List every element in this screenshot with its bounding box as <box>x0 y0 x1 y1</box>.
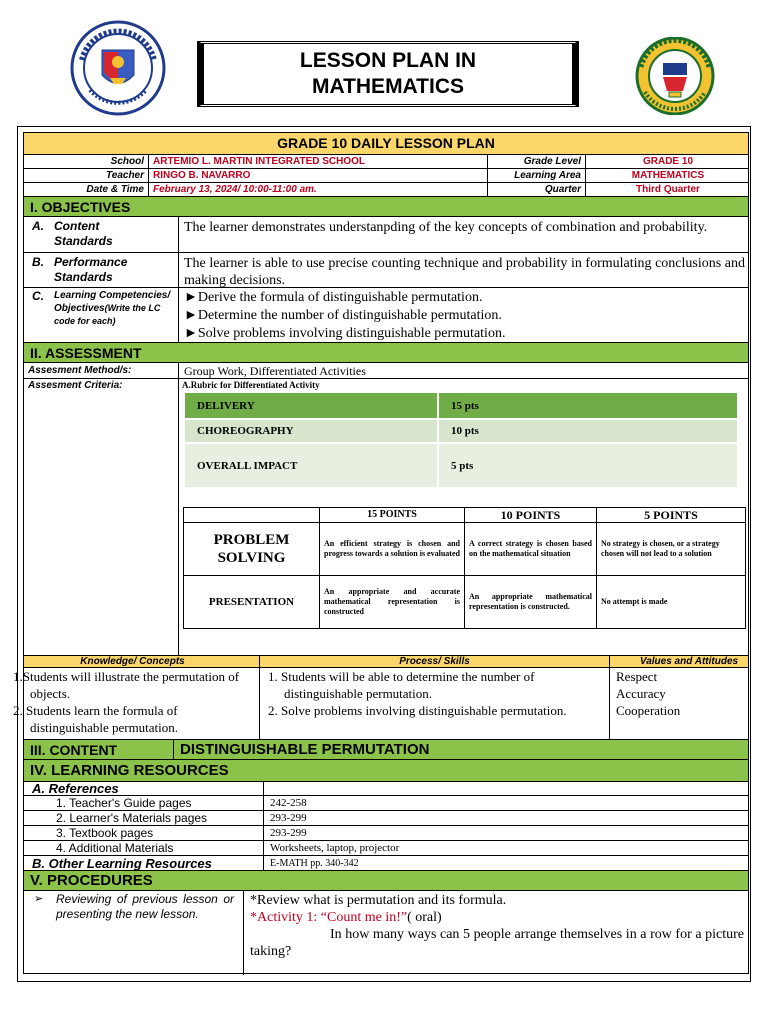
other-resources-label: B. Other Learning Resources <box>24 856 264 870</box>
school-label: School <box>24 155 149 168</box>
teacher-label: Teacher <box>24 169 149 182</box>
rubric-row <box>185 419 737 443</box>
other-resources-row <box>24 856 748 871</box>
content-heading: III. CONTENT <box>24 740 174 759</box>
learning-competencies-label: C. Learning Competencies/ Objectives(Write the LC code for each) <box>24 288 179 342</box>
points-criterion: A correct strategy is chosen based on the mathematical situation <box>465 523 597 576</box>
procedure-row <box>24 891 748 975</box>
value-item: Cooperation <box>616 703 681 718</box>
content-topic: DISTINGUISHABLE PERMUTATION <box>180 741 430 758</box>
knowledge-list <box>6 668 260 739</box>
points-header: 10 POINTS <box>465 508 597 523</box>
activity-line: *Activity 1: “Count me in!”( oral) <box>250 910 442 925</box>
content-standards-text: The learner demonstrates understanpding of the key concepts of combination and probability. <box>184 220 708 235</box>
area-label: Learning Area <box>488 169 586 182</box>
info-row-date <box>24 183 748 197</box>
resource-row <box>24 841 748 856</box>
procedures-heading: V. PROCEDURES <box>24 871 748 891</box>
problem-solving-label: PROBLEM SOLVING <box>184 523 320 576</box>
assessment-method-row <box>24 363 748 379</box>
assessment-method-value: Group Work, Differentiated Activities <box>184 364 366 378</box>
rubric-points: 10 pts <box>451 425 479 437</box>
rubric-points: 5 pts <box>451 459 474 472</box>
grade-value: GRADE 10 <box>642 156 693 167</box>
content-standards-label: A. Content Standards <box>24 217 179 252</box>
date-value: February 13, 2024/ 10:00-11:00 am. <box>149 183 488 196</box>
arrow-bullet-icon: ➢ <box>34 893 44 905</box>
values-header: Values and Attitudes <box>639 656 739 667</box>
assessment-method-label: Assesment Method/s: <box>24 363 179 378</box>
process-header: Process/ Skills <box>260 656 610 667</box>
school-seal-logo <box>627 37 723 115</box>
activity-question: In how many ways can 5 people arrange themselves in a row for a picture taking? <box>250 927 744 959</box>
knowledge-header: Knowledge/ Concepts <box>6 656 260 667</box>
resource-value: 242-258 <box>270 797 307 809</box>
content-standards-row <box>24 217 748 253</box>
deped-seal-logo <box>70 20 166 116</box>
points-criterion: An appropriate and accurate mathematical representation is constructed <box>320 576 465 629</box>
rubric-title: A.Rubric for Differentiated Activity <box>182 380 320 390</box>
values-list <box>610 668 768 739</box>
date-label: Date & Time <box>24 183 149 196</box>
rubric-criterion: OVERALL IMPACT <box>185 443 438 487</box>
learning-competencies-row <box>24 288 748 343</box>
procedure-content <box>244 891 750 975</box>
references-label: A. References <box>24 782 264 795</box>
title-line-2: MATHEMATICS <box>311 75 465 98</box>
rubric-row <box>185 443 737 487</box>
rubric-row <box>185 393 737 419</box>
info-row-teacher <box>24 169 748 183</box>
title-line-1: LESSON PLAN IN <box>299 49 477 72</box>
points-header: 15 POINTS <box>320 508 465 523</box>
competency-item: ►Derive the formula of distinguishable permutation. <box>184 290 483 305</box>
value-item: Accuracy <box>616 686 666 701</box>
resource-label: 1. Teacher's Guide pages <box>24 796 264 810</box>
info-row-school <box>24 155 748 169</box>
knowledge-item: 2. Students learn the formula of distinguishable permutation. <box>13 703 179 735</box>
references-row <box>24 782 748 796</box>
points-header: 5 POINTS <box>597 508 746 523</box>
performance-standards-label: B. Performance Standards <box>24 253 179 287</box>
points-criterion: No strategy is chosen, or a strategy chosen will not lead to a solution <box>597 523 746 576</box>
page-title <box>197 41 579 107</box>
assessment-criteria-label: Assesment Criteria: <box>24 379 179 655</box>
rubric-points: 15 pts <box>451 399 479 412</box>
points-header-row <box>184 508 746 523</box>
procedure-step-label: Reviewing of previous lesson or presenting the new lesson. <box>56 892 234 921</box>
problem-solving-row <box>184 523 746 576</box>
assessment-criteria-content <box>179 379 750 655</box>
rubric-criterion: DELIVERY <box>185 393 438 419</box>
plan-title: GRADE 10 DAILY LESSON PLAN <box>24 133 748 155</box>
kpv-header-row <box>24 655 748 668</box>
resource-row <box>24 811 748 826</box>
content-row <box>24 740 748 760</box>
competency-item: ►Determine the number of distinguishable permutation. <box>184 308 502 323</box>
resource-value: 293-299 <box>270 827 307 839</box>
points-table <box>183 507 746 629</box>
value-item: Respect <box>616 669 658 684</box>
process-list <box>260 668 610 739</box>
assessment-criteria-row <box>24 379 748 655</box>
other-resources-value: E-MATH pp. 340-342 <box>270 858 359 869</box>
points-criterion: No attempt is made <box>597 576 746 629</box>
objectives-heading: I. OBJECTIVES <box>24 197 748 217</box>
points-criterion: An appropriate mathematical representation is constructed. <box>465 576 597 629</box>
learning-competencies-list <box>179 288 750 342</box>
area-value: MATHEMATICS <box>631 170 705 181</box>
process-item: 2. Solve problems involving distinguishable permutation. <box>268 703 567 718</box>
process-item: 1. Students will be able to determine the number of distinguishable permutation. <box>268 669 535 701</box>
resource-label: 2. Learner's Materials pages <box>24 811 264 825</box>
lesson-plan-table <box>13 126 751 982</box>
quarter-value: Third Quarter <box>636 184 700 195</box>
competency-item: ►Solve problems involving distinguishable permutation. <box>184 326 506 341</box>
resource-row <box>24 796 748 811</box>
resource-label: 3. Textbook pages <box>24 826 264 840</box>
presentation-row <box>184 576 746 629</box>
assessment-heading: II. ASSESSMENT <box>24 343 748 363</box>
procedure-step <box>24 891 244 975</box>
rubric-table <box>185 393 737 487</box>
resource-label: 4. Additional Materials <box>24 841 264 855</box>
resources-heading: IV. LEARNING RESOURCES <box>24 760 748 782</box>
school-value: ARTEMIO L. MARTIN INTEGRATED SCHOOL <box>149 155 488 168</box>
review-line: *Review what is permutation and its formula. <box>250 893 507 908</box>
rubric-criterion: CHOREOGRAPHY <box>185 419 438 443</box>
resource-row <box>24 826 748 841</box>
resource-value: Worksheets, laptop, projector <box>270 842 400 854</box>
grade-label: Grade Level <box>488 155 586 168</box>
kpv-content-row <box>13 668 748 740</box>
teacher-value: RINGO B. NAVARRO <box>149 169 488 182</box>
quarter-label: Quarter <box>488 183 586 196</box>
performance-standards-text: The learner is able to use precise counting technique and probability in formulating conclusions and making decisions. <box>184 256 745 287</box>
presentation-label: PRESENTATION <box>184 576 320 629</box>
resource-value: 293-299 <box>270 812 307 824</box>
points-criterion: An efficient strategy is chosen and progress towards a solution is evaluated <box>320 523 465 576</box>
knowledge-item: 1.Students will illustrate the permutation of objects. <box>13 669 240 701</box>
performance-standards-row <box>24 253 748 288</box>
activity-title: Activity 1: “Count me in!” <box>257 910 408 925</box>
